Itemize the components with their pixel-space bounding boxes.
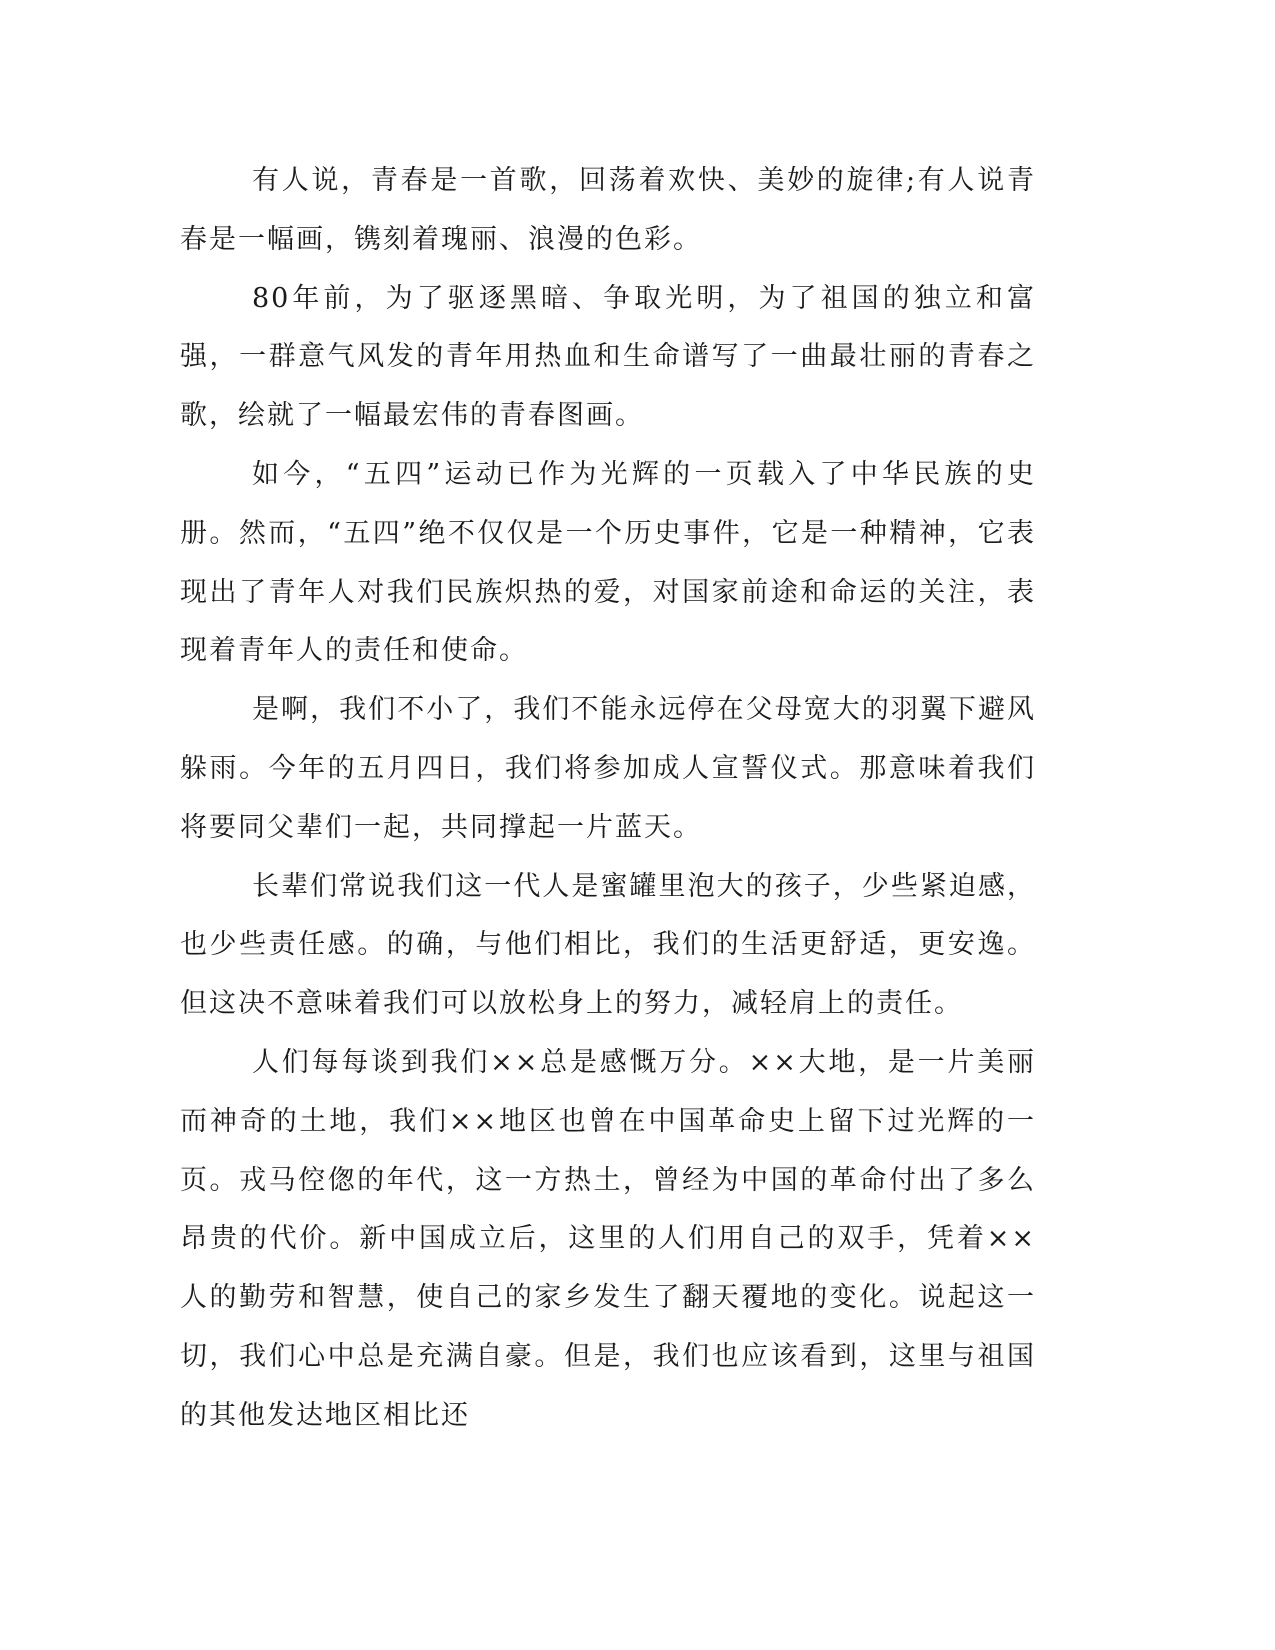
paragraph-5: 长辈们常说我们这一代人是蜜罐里泡大的孩子，少些紧迫感，也少些责任感。的确，与他们相比，我们的生活更舒适，更安逸。但这决不意味着我们可以放松身上的努力，减轻肩上的责任。 xyxy=(180,870,1036,1020)
paragraph-4: 是啊，我们不小了，我们不能永远停在父母宽大的羽翼下避风躲雨。今年的五月四日，我们将参加成人宣誓仪式。那意味着我们将要同父辈们一起，共同撑起一片蓝天。 xyxy=(180,694,1036,843)
paragraph-3: 如今，“五四”运动已作为光辉的一页载入了中华民族的史册。然而，“五四”绝不仅仅是一个历史事件，它是一种精神，它表现出了青年人对我们民族炽热的爱，对国家前途和命运的关注，表现着青年人的责任和使命。 xyxy=(180,458,1036,667)
paragraph-6: 人们每每谈到我们××总是感慨万分。××大地，是一片美丽而神奇的土地，我们××地区也曾在中国革命史上留下过光辉的一页。戎马倥偬的年代，这一方热土，曾经为中国的革命付出了多么昂贵的代价。新中国成立后，这里的人们用自己的双手，凭着××人的勤劳和智慧，使自己的家乡发生了翻天覆地的变化。说起这一切，我们心中总是充满自豪。但是，我们也应该看到，这里与祖国的其他发达地区相比还 xyxy=(180,1046,1036,1431)
paragraph-2: 80年前，为了驱逐黑暗、争取光明，为了祖国的独立和富强，一群意气风发的青年用热血和生命谱写了一曲最壮丽的青春之歌，绘就了一幅最宏伟的青春图画。 xyxy=(180,282,1036,432)
paragraph-1: 有人说，青春是一首歌，回荡着欢快、美妙的旋律;有人说青春是一幅画，镌刻着瑰丽、浪漫的色彩。 xyxy=(180,165,1036,255)
document-page xyxy=(180,152,1036,1446)
